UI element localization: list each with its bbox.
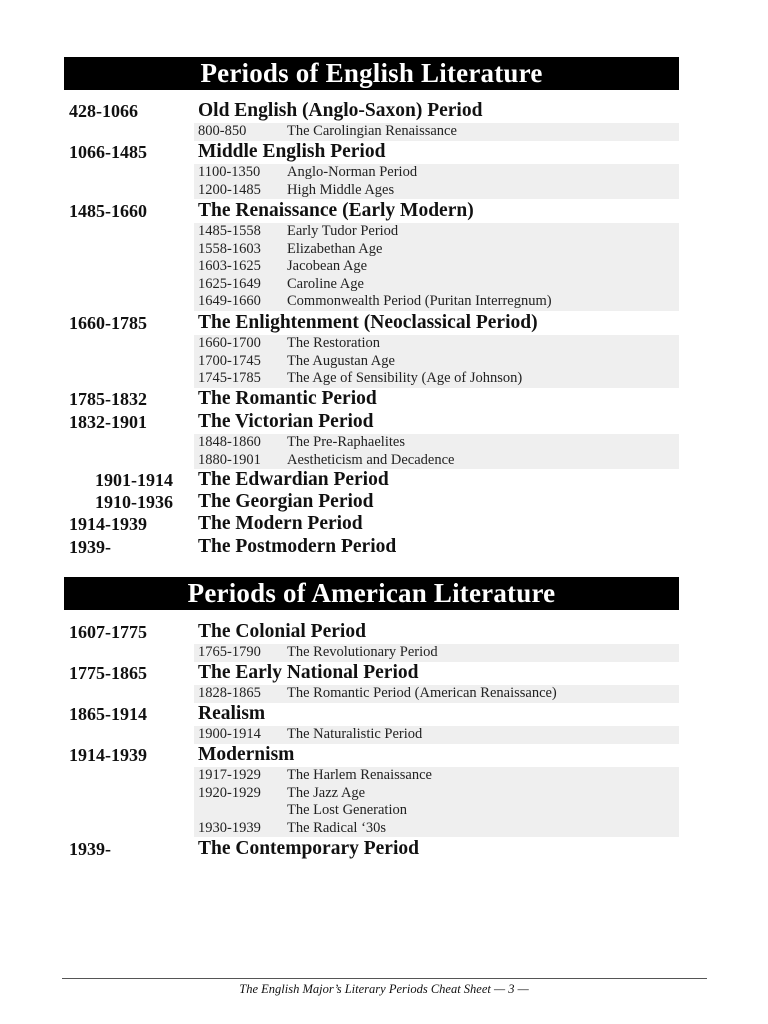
period-name: The Contemporary Period [198,838,419,859]
subperiod-row [194,370,679,388]
period-name: The Colonial Period [198,621,366,642]
period-name: The Edwardian Period [198,469,389,490]
subperiod-name: The Naturalistic Period [287,726,423,742]
subperiod-row [194,258,679,276]
period-dates: 1939- [69,839,111,859]
english-period-row [0,513,700,535]
subperiod-dates: 1100-1350 [198,164,261,180]
subperiod-name: Early Tudor Period [287,223,399,239]
subperiod-name: The Carolingian Renaissance [287,123,457,139]
subperiod-dates: 1603-1625 [198,258,261,274]
subperiod-block [194,685,679,703]
period-dates: 1939- [69,537,111,557]
period-name: The Victorian Period [198,411,374,432]
period-dates: 1865-1914 [69,704,147,724]
subperiod-row [194,353,679,371]
subperiod-row [194,335,679,353]
period-name: Realism [198,703,266,724]
english-period-row [0,312,700,334]
subperiod-row [194,644,679,662]
period-name: The Romantic Period [198,388,377,409]
subperiod-row [194,223,679,241]
subperiod-row [194,293,679,311]
subperiod-row [194,726,679,744]
subperiod-name: Commonwealth Period (Puritan Interregnum) [287,293,552,309]
period-dates: 1066-1485 [69,142,147,162]
subperiod-row [194,123,679,141]
subperiod-dates: 1765-1790 [198,644,261,660]
subperiod-name: The Romantic Period (American Renaissance) [287,685,557,701]
subperiod-dates: 1745-1785 [198,370,261,386]
subperiod-name: The Jazz Age [287,784,366,801]
subperiod-dates: 1828-1865 [198,685,261,701]
subperiod-name: Aestheticism and Decadence [287,451,455,468]
subperiod-dates: 1848-1860 [198,434,261,450]
footer-text: The English Major’s Literary Periods Cheat Sheet — 3 — [239,982,529,996]
subperiod-name: Anglo-Norman Period [287,164,418,180]
subperiod-name: The Harlem Renaissance [287,767,432,783]
period-dates: 1775-1865 [69,663,147,683]
subperiod-dates: 1917-1929 [198,767,261,783]
english-period-row [0,491,700,513]
subperiod-name: The Restoration [287,335,381,351]
period-name: Middle English Period [198,141,386,162]
american-period-row [0,662,700,684]
subperiod-name: The Age of Sensibility (Age of Johnson) [287,370,523,386]
subperiod-block [194,434,679,469]
subperiod-dates: 1930-1939 [198,819,261,836]
period-dates: 1660-1785 [69,313,147,333]
subperiod-name: High Middle Ages [287,181,395,198]
subperiod-name: The Revolutionary Period [287,644,438,660]
period-dates: 428-1066 [69,101,138,121]
period-name: The Georgian Period [198,491,374,512]
subperiod-row [194,802,679,820]
period-name: The Early National Period [198,662,419,683]
subperiod-block [194,644,679,662]
subperiod-name: Elizabethan Age [287,240,383,257]
subperiod-row [194,820,679,838]
english-section-header: Periods of English Literature [64,57,679,90]
subperiod-dates: 1920-1929 [198,784,261,801]
subperiod-row [194,767,679,785]
subperiod-row [194,452,679,470]
subperiod-row [194,785,679,803]
period-dates: 1901-1914 [95,470,173,490]
american-period-row [0,838,700,860]
english-period-row [0,100,700,122]
period-name: The Modern Period [198,513,363,534]
subperiod-row [194,434,679,452]
period-dates: 1914-1939 [69,514,147,534]
period-name: Modernism [198,744,295,765]
period-dates: 1914-1939 [69,745,147,765]
period-name: Old English (Anglo-Saxon) Period [198,100,483,121]
subperiod-name: The Pre-Raphaelites [287,434,405,450]
subperiod-dates: 1625-1649 [198,275,261,292]
period-dates: 1832-1901 [69,412,147,432]
subperiod-block [194,223,679,311]
period-name: The Postmodern Period [198,536,397,557]
subperiod-dates: 1900-1914 [198,726,261,742]
subperiod-row [194,182,679,200]
period-dates: 1910-1936 [95,492,173,512]
subperiod-dates: 1558-1603 [198,240,261,257]
subperiod-name: Jacobean Age [287,258,368,274]
english-period-row [0,141,700,163]
english-period-row [0,200,700,222]
subperiod-block [194,123,679,141]
subperiod-dates: 1700-1745 [198,352,261,369]
american-period-row [0,703,700,725]
subperiod-dates: 1660-1700 [198,335,261,351]
subperiod-dates: 1649-1660 [198,293,261,309]
subperiod-dates: 1200-1485 [198,181,261,198]
english-period-row [0,536,700,558]
period-dates: 1485-1660 [69,201,147,221]
subperiod-row [194,164,679,182]
footer-divider [62,978,707,979]
american-section-header: Periods of American Literature [64,577,679,610]
subperiod-name: Caroline Age [287,275,364,292]
american-period-row [0,621,700,643]
subperiod-dates: 1880-1901 [198,451,261,468]
english-period-row [0,411,700,433]
subperiod-block [194,726,679,744]
subperiod-block [194,164,679,199]
period-name: The Renaissance (Early Modern) [198,200,474,221]
english-period-row [0,469,700,491]
subperiod-dates: 1485-1558 [198,223,261,239]
period-name: The Enlightenment (Neoclassical Period) [198,312,538,333]
subperiod-row [194,276,679,294]
subperiod-row [194,241,679,259]
english-period-row [0,388,700,410]
subperiod-name: The Augustan Age [287,352,395,369]
subperiod-row [194,685,679,703]
subperiod-block [194,335,679,388]
american-period-row [0,744,700,766]
subperiod-block [194,767,679,837]
period-dates: 1785-1832 [69,389,147,409]
subperiod-name: The Radical ‘30s [287,819,387,836]
period-dates: 1607-1775 [69,622,147,642]
subperiod-name: The Lost Generation [287,802,407,818]
subperiod-dates: 800-850 [198,123,247,139]
